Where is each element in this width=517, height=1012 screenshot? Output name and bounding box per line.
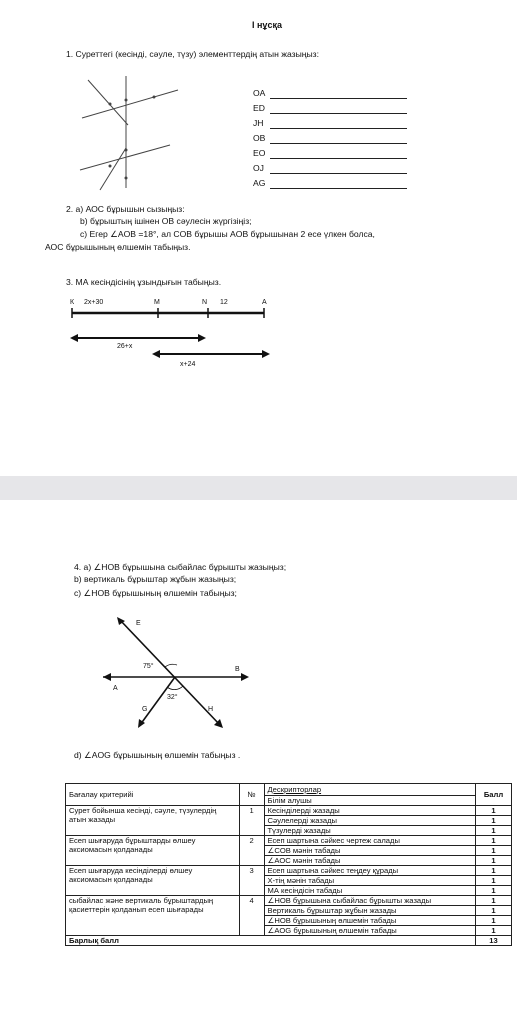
figure-line-5 <box>100 148 126 190</box>
task4-c: c) ∠HOB бұрышының өлшемін табыңыз; <box>74 588 237 598</box>
descriptor: ∠AOG бұрышының өлшемін табады <box>264 926 475 936</box>
seg-label-a: A <box>262 299 267 306</box>
item-jh: JH <box>253 118 264 128</box>
table-row <box>66 866 512 876</box>
angle-arc-32 <box>167 686 183 690</box>
descriptor: Х-тің мәнін табады <box>264 876 475 886</box>
fig-label-b: B <box>235 666 240 673</box>
header-descriptors: Дескрипторлар <box>264 784 475 796</box>
fig-label-g: G <box>142 706 148 713</box>
task1-figure <box>70 70 190 200</box>
descriptor: Есеп шартына сәйкес теңдеу құрады <box>264 866 475 876</box>
answer-line-eo <box>270 158 407 159</box>
descriptor: Кесінділерді жазады <box>264 806 475 816</box>
line-eh <box>120 620 220 725</box>
descriptor: ∠COB мәнін табады <box>264 846 475 856</box>
criterion-num-2: 2 <box>239 836 264 866</box>
points: 1 <box>476 926 512 936</box>
header-num: № <box>239 784 264 806</box>
subheader-learner: Білім алушы <box>264 796 475 806</box>
points: 1 <box>476 876 512 886</box>
task2-a: 2. а) АОС бұрышын сызыңыз: <box>66 204 185 214</box>
total-row <box>66 936 512 946</box>
task2-c1: c) Егер ∠AOB =18°, ал COB бұрышы AOB бұрышынан 2 есе үлкен болса, <box>80 229 375 239</box>
item-oa: OA <box>253 88 266 98</box>
descriptor: Сәулелерді жазады <box>264 816 475 826</box>
criterion-num-4: 4 <box>239 896 264 936</box>
total-value: 13 <box>476 936 512 946</box>
task4-b: b) вертикаль бұрыштар жұбын жазыңыз; <box>74 574 237 584</box>
points: 1 <box>476 866 512 876</box>
points: 1 <box>476 896 512 906</box>
total-label: Барлық балл <box>66 936 476 946</box>
table-row <box>66 896 512 906</box>
answer-line-ed <box>270 113 407 114</box>
table-row <box>66 836 512 846</box>
worksheet-page-1 <box>0 0 517 476</box>
angle-label-32: 32° <box>167 694 178 701</box>
fig-label-h: H <box>208 706 214 713</box>
task2-b: b) бұрыштың ішінен OB сәулесін жүргізіңіз; <box>80 216 252 226</box>
item-ob: OB <box>253 133 266 143</box>
criterion-3: Есеп шығаруда кесінділерді өлшеу аксиомасын қолданады <box>66 866 240 896</box>
angle-label-75: 75° <box>143 663 154 670</box>
descriptor: МА кесіндісін табады <box>264 886 475 896</box>
points: 1 <box>476 846 512 856</box>
task3-text: 3. МА кесіндісінің ұзындығын табыңыз. <box>66 277 222 287</box>
seg-label-m: M <box>154 299 160 306</box>
answer-line-oa <box>270 98 407 99</box>
seg-label-k-expr: 2х+30 <box>84 299 104 306</box>
points: 1 <box>476 856 512 866</box>
points: 1 <box>476 886 512 896</box>
points: 1 <box>476 836 512 846</box>
angle-arc-75 <box>165 664 177 667</box>
variant-title: I нұсқа <box>252 20 282 30</box>
figure-line-1 <box>88 80 128 125</box>
answer-line-ag <box>270 188 407 189</box>
descriptor: ∠AOC мәнін табады <box>264 856 475 866</box>
rubric-header-row <box>66 784 512 796</box>
arrowhead-b <box>241 673 249 681</box>
criterion-num-1: 1 <box>239 806 264 836</box>
seg-label-n: N <box>202 299 208 306</box>
item-eo: EO <box>253 148 266 158</box>
task2-c2: АОС бұрышының өлшемін табыңыз. <box>45 242 191 252</box>
answer-line-ob <box>270 143 407 144</box>
item-ag: AG <box>253 178 266 188</box>
header-criterion: Бағалау критерийі <box>66 784 240 806</box>
table-row <box>66 806 512 816</box>
task4-a: 4. а) ∠HOB бұрышына сыбайлас бұрышты жазыңыз; <box>74 562 287 572</box>
descriptor: Түзулерді жазады <box>264 826 475 836</box>
arrow1-head-right <box>198 334 206 342</box>
arrow1-label: 26+х <box>117 343 133 350</box>
descriptor: ∠HOB бұрышына сыбайлас бұрышты жазады <box>264 896 475 906</box>
criterion-2: Есеп шығаруда бұрыштарды өлшеу аксиомасын қолданады <box>66 836 240 866</box>
arrow2-head-right <box>262 350 270 358</box>
seg-label-n-val: 12 <box>220 299 228 306</box>
descriptor: ∠HOB бұрышының өлшемін табады <box>264 916 475 926</box>
points: 1 <box>476 916 512 926</box>
points: 1 <box>476 806 512 816</box>
item-ed: ED <box>253 103 265 113</box>
task1-text: 1. Суреттегі (кесінді, сәуле, түзу) элементтердің атын жазыңыз: <box>66 49 319 59</box>
descriptor: Вертикаль бұрыштар жұбын жазады <box>264 906 475 916</box>
criterion-num-3: 3 <box>239 866 264 896</box>
seg-label-k: К <box>70 299 75 306</box>
task3-segment-figure <box>66 296 276 376</box>
item-oj: OJ <box>253 163 264 173</box>
answer-line-jh <box>270 128 407 129</box>
points: 1 <box>476 816 512 826</box>
task4-d: d) ∠AOG бұрышының өлшемін табыңыз . <box>74 750 241 760</box>
arrow1-head-left <box>70 334 78 342</box>
criterion-4: сыбайлас және вертикаль бұрыштардың қасиеттерін қолданып есеп шығарады <box>66 896 240 936</box>
assessment-rubric-table <box>65 783 512 946</box>
answer-line-oj <box>270 173 407 174</box>
descriptor: Есеп шартына сәйкес чертеж салады <box>264 836 475 846</box>
criterion-1: Сурет бойынша кесінді, сәуле, түзулердің атын жазады <box>66 806 240 836</box>
points: 1 <box>476 826 512 836</box>
arrowhead-a <box>103 673 111 681</box>
fig-label-a: A <box>113 685 118 692</box>
figure-line-2 <box>82 90 178 118</box>
fig-label-e: E <box>136 620 141 627</box>
arrow2-label: х+24 <box>180 361 196 368</box>
points: 1 <box>476 906 512 916</box>
header-points: Балл <box>476 784 512 806</box>
arrow2-head-left <box>152 350 160 358</box>
